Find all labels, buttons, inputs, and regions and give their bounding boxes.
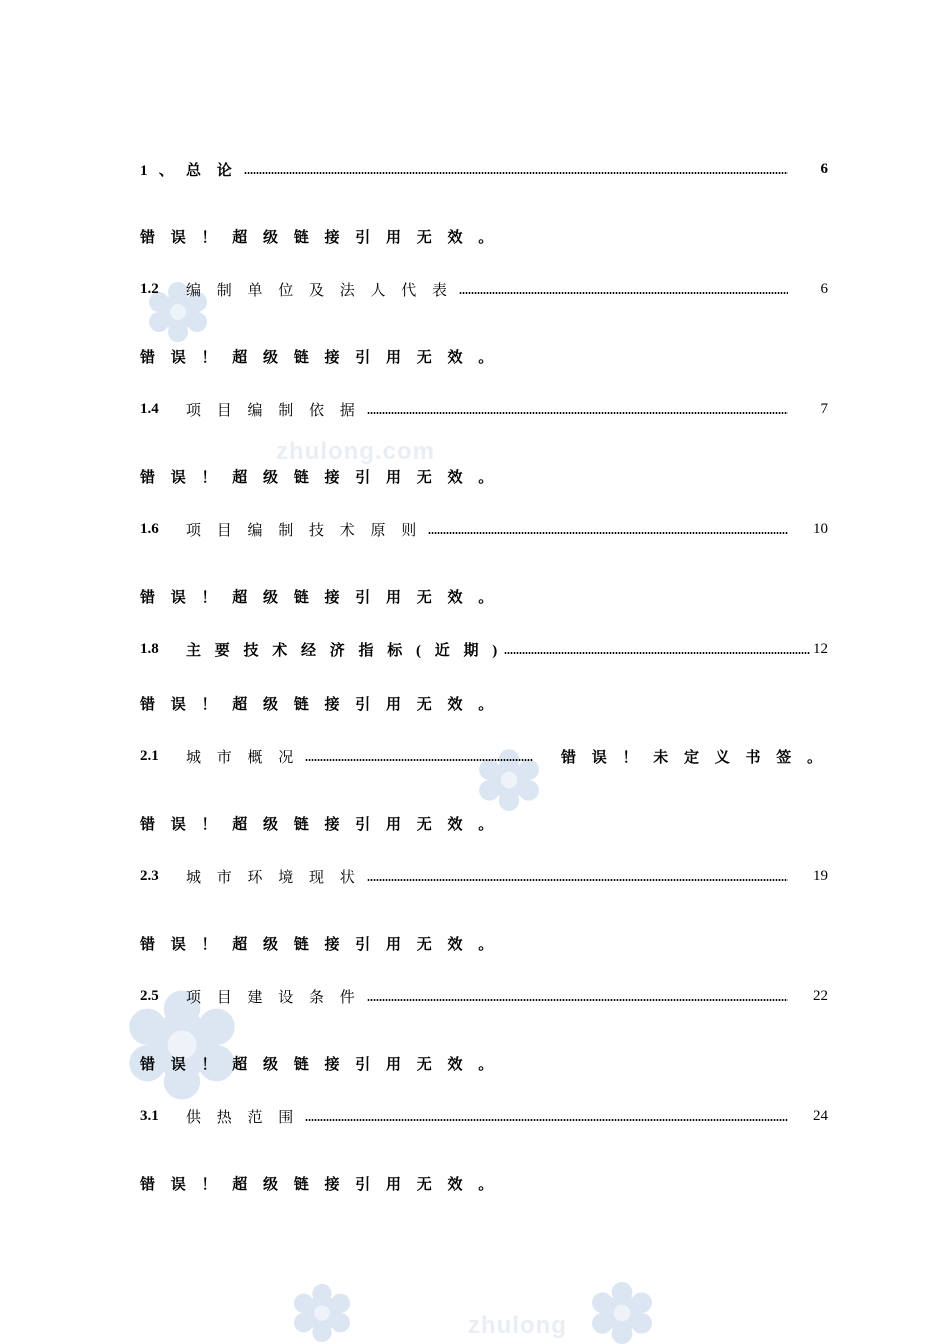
toc-title: 项 目 编 制 技 术 原 则 xyxy=(186,522,423,539)
broken-link-error: 错 误 ！ 超 级 链 接 引 用 无 效 。 xyxy=(140,590,500,606)
broken-link-error: 错 误 ！ 超 级 链 接 引 用 无 效 。 xyxy=(140,1057,500,1073)
dot-leader xyxy=(244,172,788,174)
watermark-snowflake-logo xyxy=(290,1284,354,1342)
broken-link-error: 错 误 ！ 超 级 链 接 引 用 无 效 。 xyxy=(140,350,500,366)
dot-leader xyxy=(367,879,788,881)
toc-page-number: 12 xyxy=(813,640,828,657)
toc-entry[interactable] xyxy=(140,985,828,1007)
toc-title: 总 论 xyxy=(186,162,238,179)
broken-link-error: 错 误 ！ 超 级 链 接 引 用 无 效 。 xyxy=(140,937,500,953)
toc-number: 1.2 xyxy=(140,280,159,297)
toc-page-number: 10 xyxy=(813,520,828,537)
broken-link-error: 错 误 ！ 超 级 链 接 引 用 无 效 。 xyxy=(140,470,500,486)
toc-page-number: 7 xyxy=(820,400,828,417)
toc-entry[interactable] xyxy=(140,1105,828,1127)
toc-entry[interactable] xyxy=(140,398,828,420)
toc-number: 2.1 xyxy=(140,747,159,764)
watermark-text: zhulong xyxy=(468,1312,567,1339)
broken-link-error: 错 误 ！ 超 级 链 接 引 用 无 效 。 xyxy=(140,230,500,246)
dot-leader xyxy=(305,759,533,761)
toc-entry[interactable] xyxy=(140,745,828,767)
toc-number: 1 、 xyxy=(140,162,174,179)
toc-page-number: 6 xyxy=(820,160,828,177)
broken-link-error: 错 误 ！ 超 级 链 接 引 用 无 效 。 xyxy=(140,817,500,833)
toc-title: 城 市 环 境 现 状 xyxy=(186,869,361,886)
watermark-text: zhulong.com xyxy=(276,438,435,465)
toc-number: 2.5 xyxy=(140,987,159,1004)
toc-number: 1.8 xyxy=(140,640,159,657)
toc-title: 项 目 建 设 条 件 xyxy=(186,989,361,1006)
toc-title: 编 制 单 位 及 法 人 代 表 xyxy=(186,282,454,299)
toc-page-number: 19 xyxy=(813,867,828,884)
watermark-snowflake-logo xyxy=(576,1282,668,1344)
dot-leader xyxy=(367,412,788,414)
toc-entry[interactable] xyxy=(140,638,828,660)
toc-entry[interactable] xyxy=(140,158,828,180)
bookmark-error: 错 误 ！ 未 定 义 书 签 。 xyxy=(560,749,828,766)
dot-leader xyxy=(428,532,788,534)
toc-number: 1.6 xyxy=(140,520,159,537)
broken-link-error: 错 误 ！ 超 级 链 接 引 用 无 效 。 xyxy=(140,697,500,713)
toc-page-number: 22 xyxy=(813,987,828,1004)
toc-number: 1.4 xyxy=(140,400,159,417)
dot-leader xyxy=(305,1119,788,1121)
toc-number: 3.1 xyxy=(140,1107,159,1124)
dot-leader xyxy=(367,999,788,1001)
toc-number: 2.3 xyxy=(140,867,159,884)
toc-title: 城 市 概 况 xyxy=(186,749,300,766)
toc-page-number: 24 xyxy=(813,1107,828,1124)
toc-entry[interactable] xyxy=(140,278,828,300)
toc-entry[interactable] xyxy=(140,865,828,887)
toc-entry[interactable] xyxy=(140,518,828,540)
broken-link-error: 错 误 ！ 超 级 链 接 引 用 无 效 。 xyxy=(140,1177,500,1193)
toc-title: 供 热 范 围 xyxy=(186,1109,300,1126)
toc-page-number: 6 xyxy=(820,280,828,297)
dot-leader xyxy=(504,652,810,654)
toc-title: 主 要 技 术 经 济 指 标 ( 近 期 ) xyxy=(186,642,503,659)
toc-title: 项 目 编 制 依 据 xyxy=(186,402,361,419)
dot-leader xyxy=(459,292,788,294)
